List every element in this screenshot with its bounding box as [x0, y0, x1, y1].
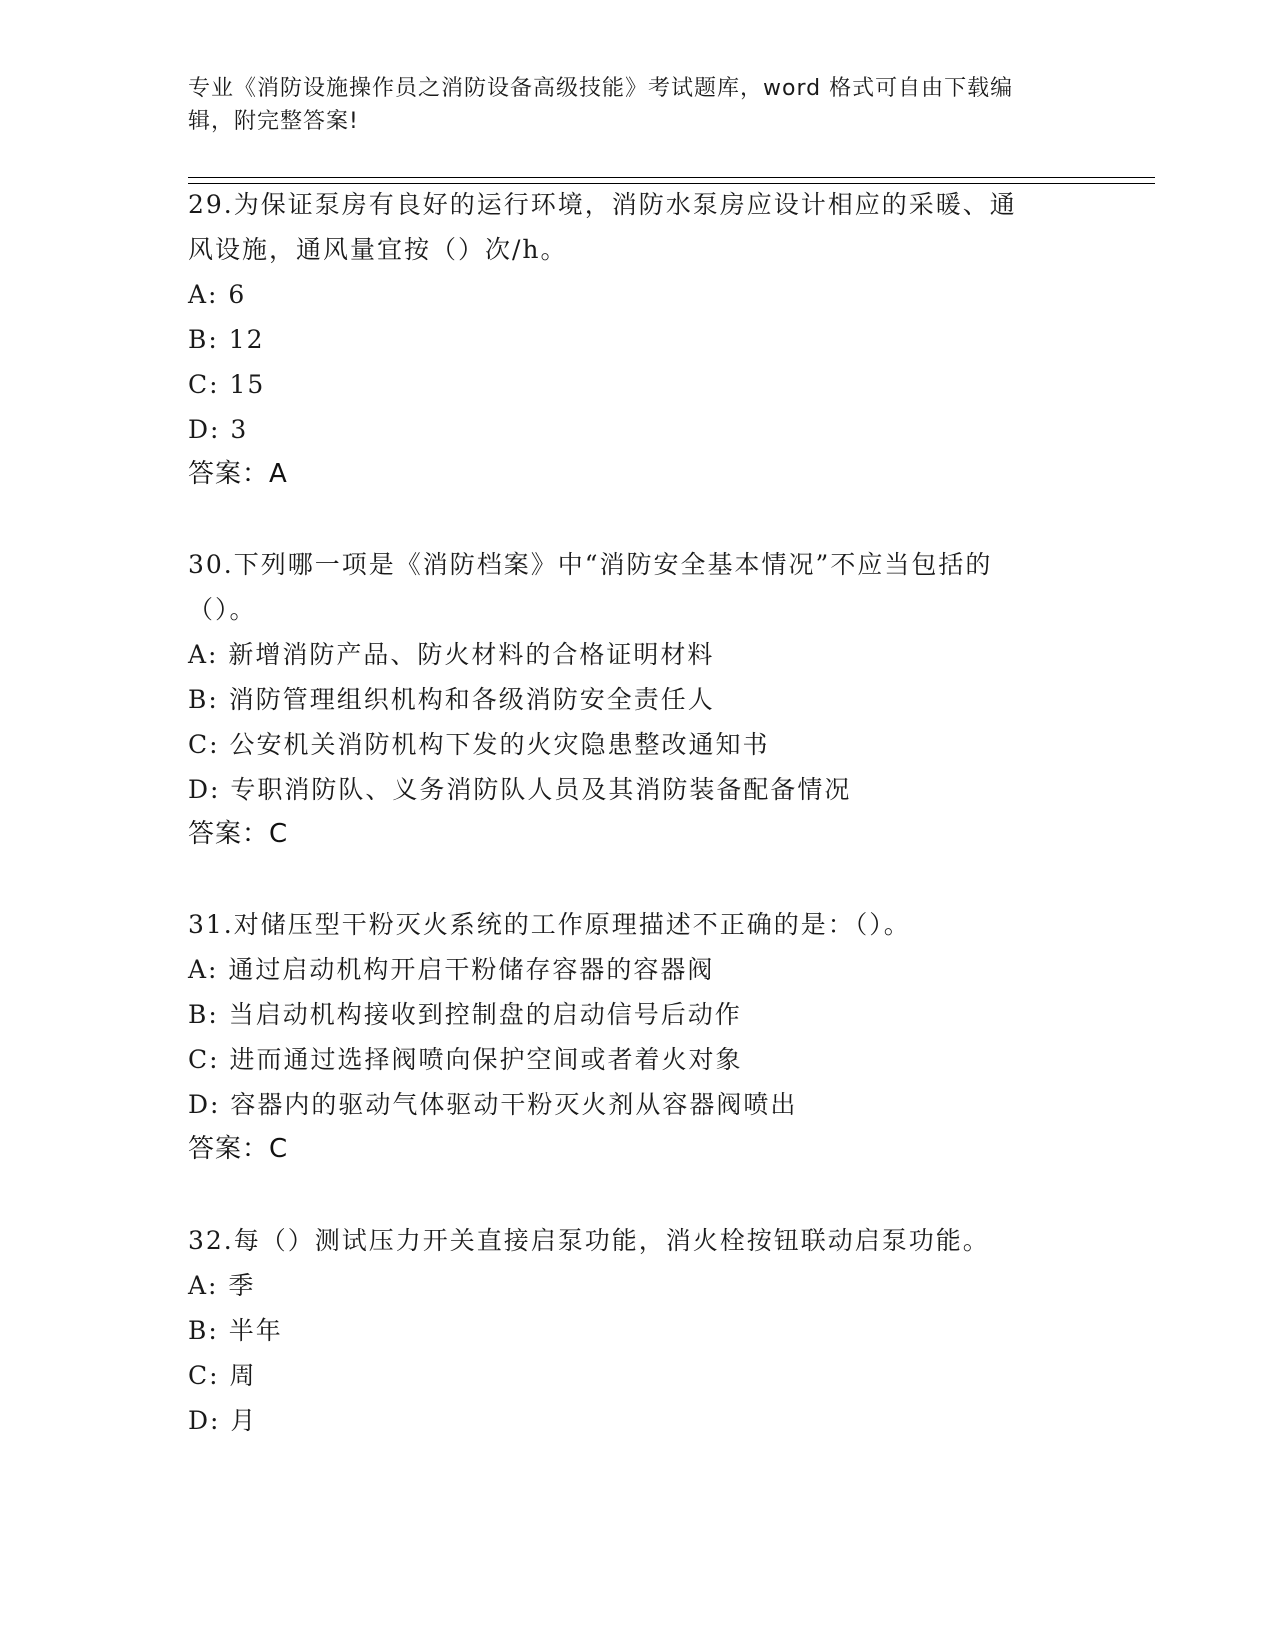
question-text-line-2: 风设施，通风量宜按（）次/h。 — [188, 235, 568, 264]
option-d: D: 月 — [188, 1406, 258, 1435]
option-c: C: 进而通过选择阀喷向保护空间或者着火对象 — [188, 1045, 743, 1074]
option-b: B: 消防管理组织机构和各级消防安全责任人 — [188, 685, 715, 714]
question-31 — [188, 902, 1088, 1172]
header-divider-top — [188, 177, 1155, 178]
option-b: B: 当启动机构接收到控制盘的启动信号后动作 — [188, 1000, 742, 1029]
option-c: C: 周 — [188, 1361, 257, 1390]
document-header — [188, 72, 1088, 138]
option-a: A: 新增消防产品、防火材料的合格证明材料 — [188, 640, 715, 669]
answer: 答案：C — [188, 819, 289, 849]
question-text-line-1: 29.为保证泵房有良好的运行环境，消防水泵房应设计相应的采暖、通 — [188, 190, 1017, 219]
option-a: A: 6 — [188, 280, 247, 309]
answer: 答案：A — [188, 459, 288, 489]
question-text-line-2: （）。 — [188, 595, 257, 624]
option-d: D: 专职消防队、义务消防队人员及其消防装备配备情况 — [188, 775, 852, 804]
question-30 — [188, 542, 1088, 857]
option-a: A: 通过启动机构开启干粉储存容器的容器阀 — [188, 955, 715, 984]
option-b: B: 半年 — [188, 1316, 283, 1345]
question-text-line-1: 31.对储压型干粉灭火系统的工作原理描述不正确的是：（）。 — [188, 910, 911, 939]
option-c: C: 公安机关消防机构下发的火灾隐患整改通知书 — [188, 730, 770, 759]
header-line-2: 辑，附完整答案! — [188, 109, 359, 134]
answer: 答案：C — [188, 1134, 289, 1164]
question-text-line-1: 32.每（）测试压力开关直接启泵功能，消火栓按钮联动启泵功能。 — [188, 1226, 990, 1255]
option-d: D: 容器内的驱动气体驱动干粉灭火剂从容器阀喷出 — [188, 1090, 798, 1119]
option-d: D: 3 — [188, 415, 249, 444]
option-c: C: 15 — [188, 370, 266, 399]
option-b: B: 12 — [188, 325, 265, 354]
option-a: A: 季 — [188, 1271, 256, 1300]
header-line-1: 专业《消防设施操作员之消防设备高级技能》考试题库，word 格式可自由下载编 — [188, 76, 1014, 101]
question-32 — [188, 1218, 1088, 1443]
question-29 — [188, 182, 1088, 497]
question-text-line-1: 30.下列哪一项是《消防档案》中“消防安全基本情况”不应当包括的 — [188, 550, 993, 579]
